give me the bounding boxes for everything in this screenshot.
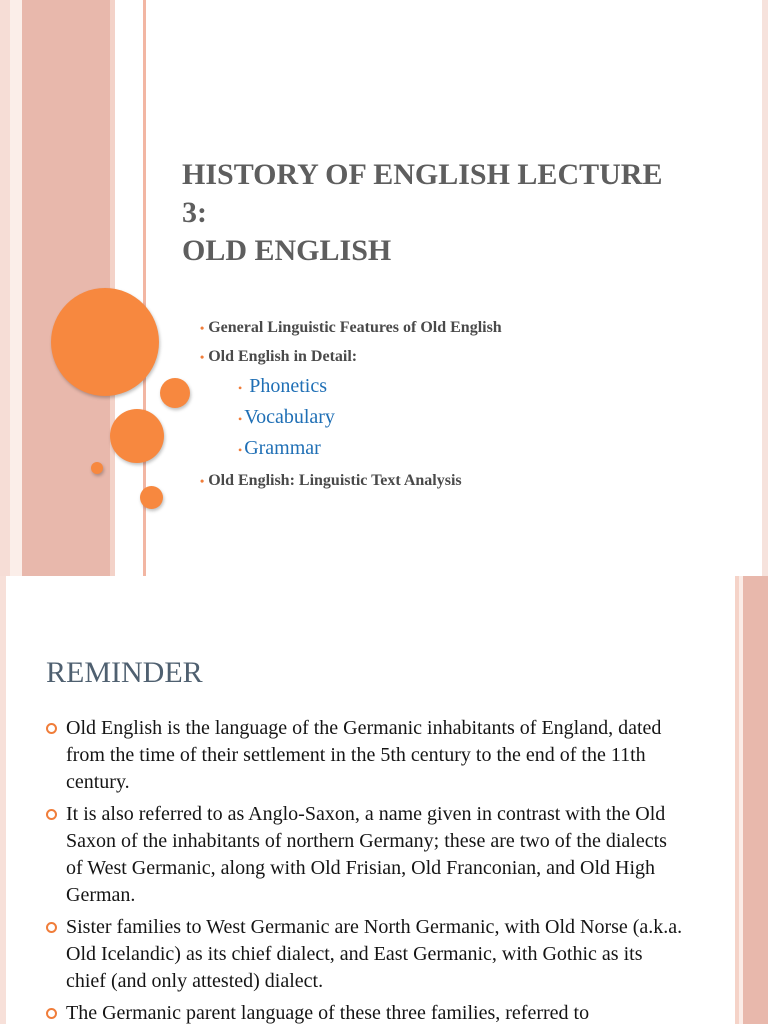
bullet-dot-icon: • bbox=[238, 443, 243, 457]
list-item-link[interactable] bbox=[238, 375, 327, 398]
paragraph-item bbox=[46, 715, 686, 796]
paragraph-text: It is also referred to as Anglo-Saxon, a name given in contrast with the Old Saxon of the inhabitants of northern Germany; these are two of the dialects of West Germanic, along with Old Frisian, Old Franconian, and Old High German. bbox=[66, 803, 667, 906]
paragraph-text: The Germanic parent language of these three families, referred to bbox=[66, 1002, 590, 1024]
paragraph-item bbox=[46, 914, 686, 995]
slide-heading: REMINDER bbox=[46, 656, 203, 689]
paragraph-text: Old English is the language of the Germanic inhabitants of England, dated from the time of their settlement in the 5th century to the end of the 11th century. bbox=[66, 717, 662, 793]
bullet-dot-icon: • bbox=[200, 474, 205, 488]
reminder-paragraphs bbox=[46, 715, 686, 1024]
bullet-dot-icon: • bbox=[238, 381, 243, 395]
bullet-dot-icon: • bbox=[200, 350, 205, 364]
paragraph-item bbox=[46, 1000, 686, 1024]
list-item-text: Old English: Linguistic Text Analysis bbox=[208, 472, 462, 489]
list-item bbox=[200, 472, 462, 490]
link-grammar[interactable]: Grammar bbox=[244, 437, 321, 459]
ring-bullet-icon bbox=[46, 922, 57, 933]
link-phonetics[interactable]: Phonetics bbox=[244, 375, 327, 397]
paragraph-item bbox=[46, 801, 686, 909]
list-item bbox=[200, 348, 357, 366]
list-item-link[interactable] bbox=[238, 406, 335, 429]
list-item bbox=[200, 319, 502, 337]
ring-bullet-icon bbox=[46, 723, 57, 734]
reminder-slide bbox=[0, 576, 768, 1024]
list-item-text: Old English in Detail: bbox=[208, 348, 358, 365]
ring-bullet-icon bbox=[46, 1008, 57, 1019]
bullet-dot-icon: • bbox=[200, 321, 205, 335]
title-line-2: 3: bbox=[182, 196, 207, 229]
title-line-3: OLD ENGLISH bbox=[182, 234, 392, 267]
paragraph-text: Sister families to West Germanic are North Germanic, with Old Norse (a.k.a. Old Icelandic) as its chief dialect, and East Germanic, with Gothic as its chief (and only attested) dialect. bbox=[66, 916, 683, 992]
right-band-main bbox=[743, 576, 768, 1024]
list-item-text: General Linguistic Features of Old English bbox=[208, 319, 502, 336]
link-vocabulary[interactable]: Vocabulary bbox=[244, 406, 335, 428]
ring-bullet-icon bbox=[46, 809, 57, 820]
left-edge-line bbox=[0, 576, 6, 1024]
title-line-1: HISTORY OF ENGLISH LECTURE bbox=[182, 158, 663, 191]
list-item-link[interactable] bbox=[238, 437, 321, 460]
bullet-dot-icon: • bbox=[238, 412, 243, 426]
